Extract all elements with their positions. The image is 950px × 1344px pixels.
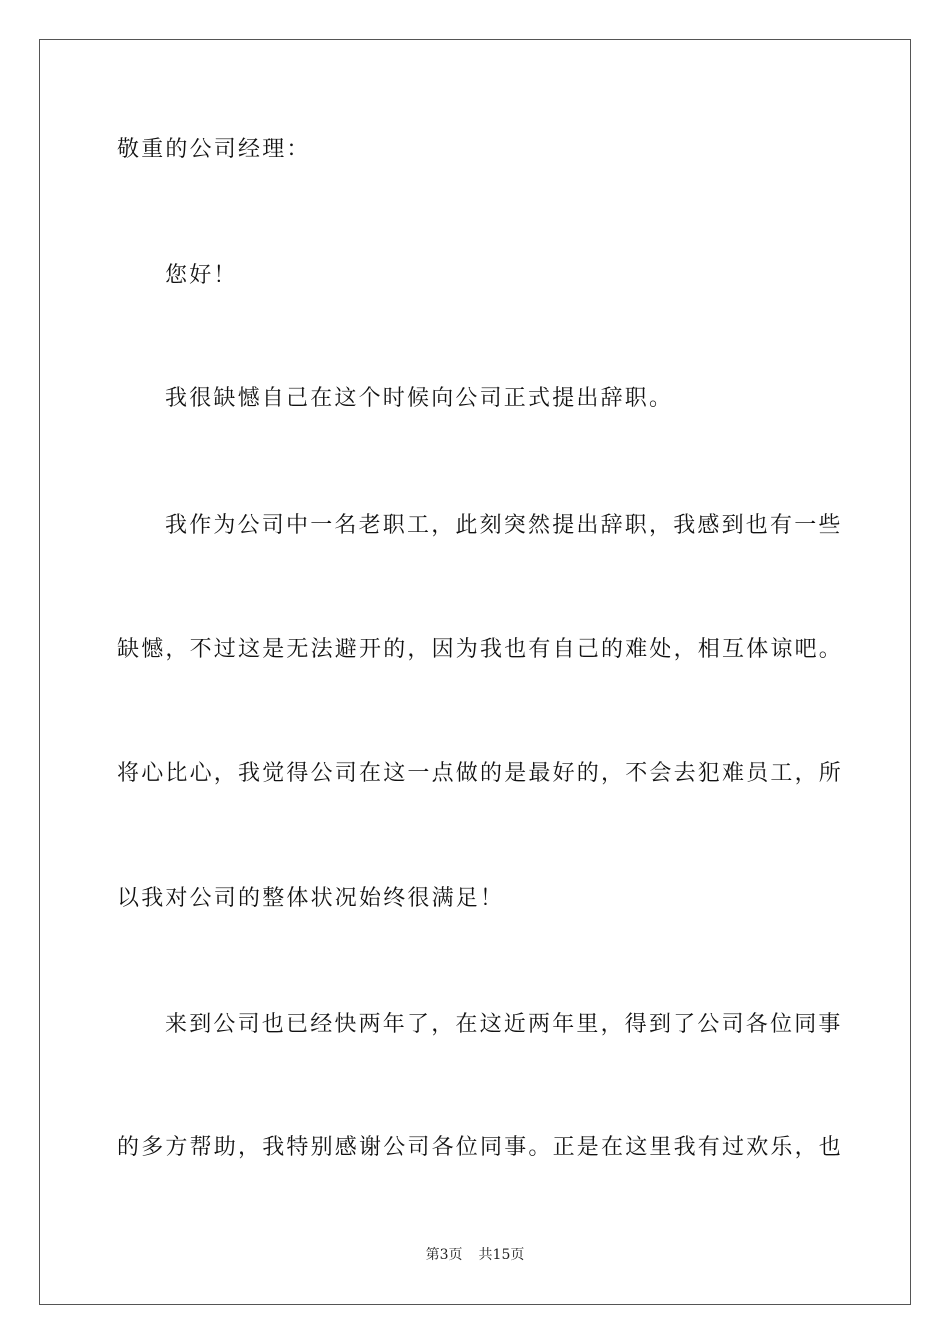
page-footer	[0, 1246, 950, 1264]
greeting: 您好！	[165, 263, 238, 288]
body-line-4: 将心比心，我觉得公司在这一点做的是最好的，不会去犯难员工，所	[117, 761, 844, 786]
salutation: 敬重的公司经理：	[117, 137, 311, 162]
page-total: 共15页	[478, 1247, 525, 1263]
body-line-3: 缺憾，不过这是无法避开的，因为我也有自己的难处，相互体谅吧。	[117, 637, 844, 662]
body-line-1: 我很缺憾自己在这个时候向公司正式提出辞职。	[165, 386, 674, 411]
body-line-5: 以我对公司的整体状况始终很满足！	[117, 886, 505, 911]
page-border	[39, 39, 911, 1305]
page-number: 第3页	[425, 1247, 463, 1263]
body-line-7: 的多方帮助，我特别感谢公司各位同事。正是在这里我有过欢乐，也	[117, 1135, 844, 1160]
body-line-6: 来到公司也已经快两年了，在这近两年里，得到了公司各位同事	[165, 1012, 843, 1037]
body-line-2: 我作为公司中一名老职工，此刻突然提出辞职，我感到也有一些	[165, 513, 843, 538]
